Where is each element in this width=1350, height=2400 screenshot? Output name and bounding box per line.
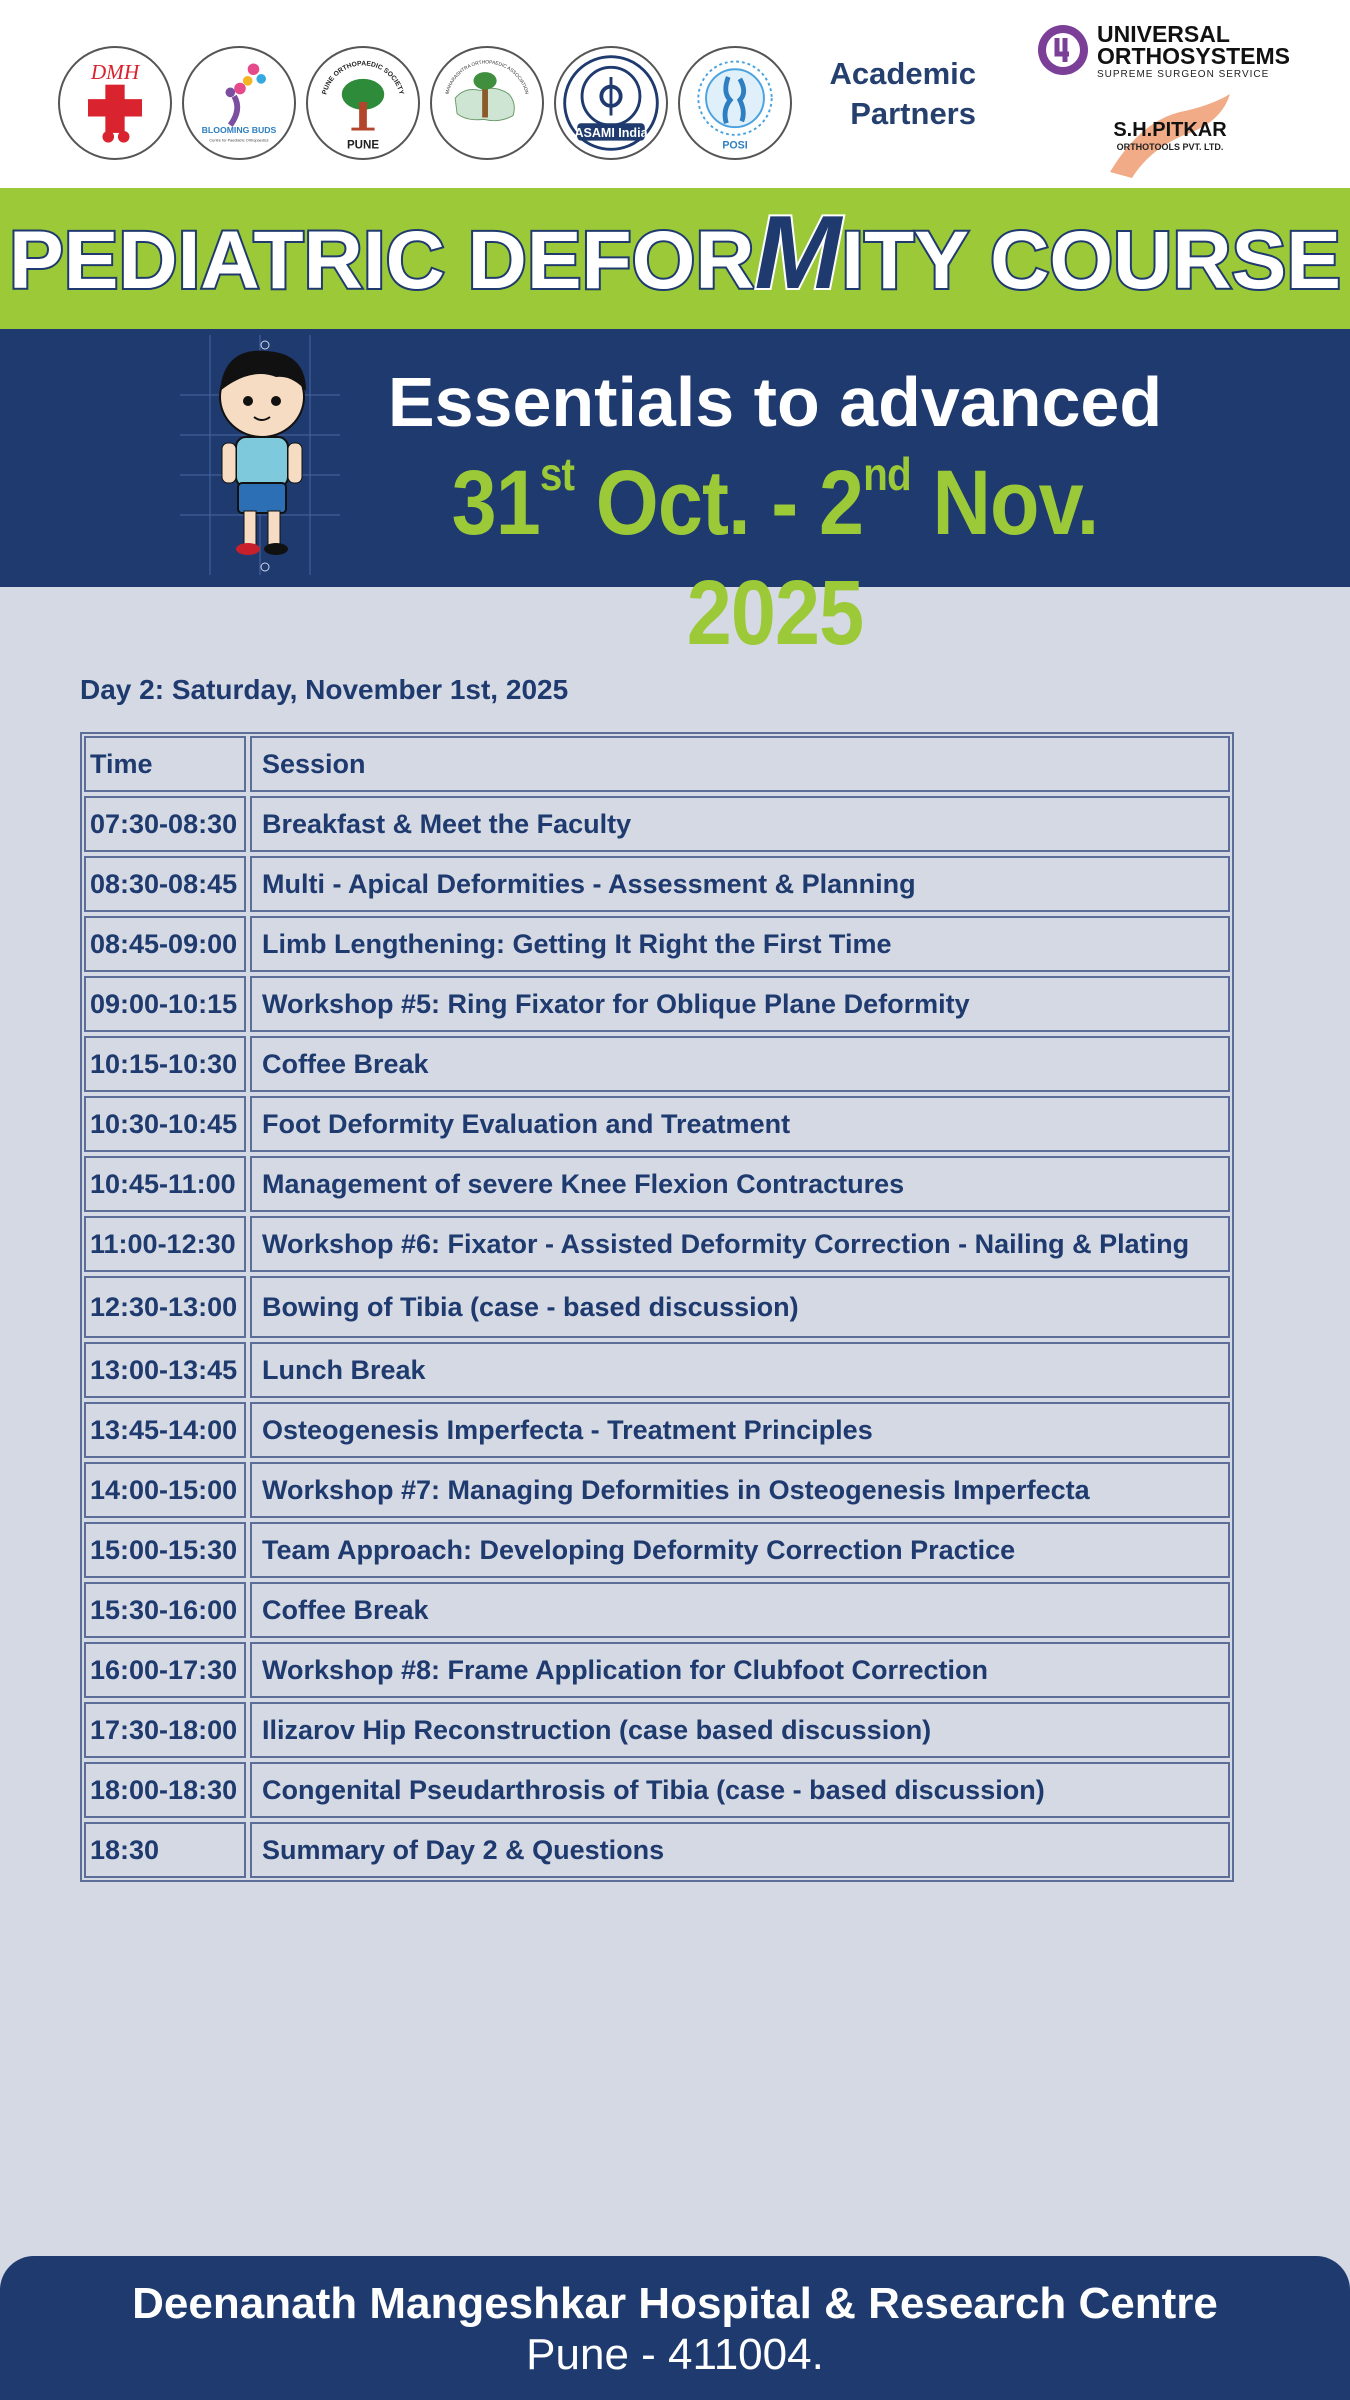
asami-text: ASAMI India [574,125,648,140]
row-time: 15:00-15:30 [84,1522,246,1578]
row-time: 09:00-10:15 [84,976,246,1032]
table-row [84,976,1230,1032]
row-time: 10:45-11:00 [84,1156,246,1212]
pune-orthopaedic-society-logo [306,46,420,160]
row-session: Lunch Break [250,1342,1230,1398]
row-session: Team Approach: Developing Deformity Correction Practice [250,1522,1230,1578]
row-session: Coffee Break [250,1036,1230,1092]
table-row [84,1096,1230,1152]
row-session: Osteogenesis Imperfecta - Treatment Principles [250,1402,1230,1458]
row-session: Multi - Apical Deformities - Assessment & Planning [250,856,1230,912]
hospital-city: Pune - 411004. [526,2330,824,2379]
row-session: Bowing of Tibia (case - based discussion) [250,1276,1230,1338]
row-session: Workshop #7: Managing Deformities in Osteogenesis Imperfecta [250,1462,1230,1518]
date-start-rest: Oct. - 2 [574,452,864,554]
table-row [84,1642,1230,1698]
row-time: 17:30-18:00 [84,1702,246,1758]
table-row [84,1156,1230,1212]
table-row [84,1762,1230,1818]
blooming-buds-subtext: Centre for Paediatric Orthopaedics [209,138,269,143]
tagline: Essentials to advanced [387,363,1163,441]
row-session: Congenital Pseudarthrosis of Tibia (case - based discussion) [250,1762,1230,1818]
row-time: 16:00-17:30 [84,1642,246,1698]
blooming-buds-logo [182,46,296,160]
row-time: 12:30-13:00 [84,1276,246,1338]
header [0,0,1350,188]
sh-line1: S.H.PITKAR [1113,119,1227,141]
row-time: 13:45-14:00 [84,1402,246,1458]
maharashtra-orthopaedic-association-logo [430,46,544,160]
row-time: 11:00-12:30 [84,1216,246,1272]
course-dates [410,448,1140,668]
row-session: Limb Lengthening: Getting It Right the First Time [250,916,1230,972]
sh-pitkar-logo [1100,92,1240,180]
table-row [84,1036,1230,1092]
posi-text: POSI [722,139,748,152]
table-row [84,916,1230,972]
header-session: Session [250,736,1230,792]
child-illustration [180,335,340,575]
asami-india-logo [554,46,668,160]
date-end-rest: Nov. 2025 [686,452,1099,664]
pos-arc-text: PUNE ORTHOPAEDIC SOCIETY [321,60,405,96]
row-time: 08:30-08:45 [84,856,246,912]
row-session: Workshop #6: Fixator - Assisted Deformity Correction - Nailing & Plating [250,1216,1230,1272]
header-time: Time [84,736,246,792]
table-row [84,1402,1230,1458]
posi-logo [678,46,792,160]
row-session: Coffee Break [250,1582,1230,1638]
dmh-logo-text: DMH [90,59,140,84]
footer [0,2256,1350,2400]
table-row [84,1342,1230,1398]
course-title-m: M [754,195,842,311]
row-time: 07:30-08:30 [84,796,246,852]
course-title-right: ITY COURSE [841,215,1341,306]
sh-line2: ORTHOTOOLS PVT. LTD. [1116,142,1224,152]
row-time: 10:30-10:45 [84,1096,246,1152]
hospital-name: Deenanath Mangeshkar Hospital & Research Centre [132,2279,1218,2328]
row-time: 14:00-15:00 [84,1462,246,1518]
uo-line1: UNIVERSAL [1097,21,1230,47]
table-row [84,1276,1230,1338]
course-title-left: PEDIATRIC DEFOR [9,215,755,306]
row-session: Workshop #8: Frame Application for Clubfoot Correction [250,1642,1230,1698]
row-time: 10:15-10:30 [84,1036,246,1092]
course-title-band [0,188,1350,329]
row-session: Management of severe Knee Flexion Contractures [250,1156,1230,1212]
day-title: Day 2: Saturday, November 1st, 2025 [80,674,569,705]
uo-line2: ORTHOSYSTEMS [1097,43,1290,69]
table-row [84,796,1230,852]
row-time: 13:00-13:45 [84,1342,246,1398]
pos-subtext: PUNE [346,139,380,152]
table-header-row [84,736,1230,792]
date-start-day: 31 [451,452,540,554]
table-row [84,1822,1230,1878]
table-row [84,1522,1230,1578]
table-row [84,856,1230,912]
row-session: Ilizarov Hip Reconstruction (case based discussion) [250,1702,1230,1758]
row-time: 18:00-18:30 [84,1762,246,1818]
schedule-table [80,732,1234,1882]
universal-orthosystems-logo [1035,20,1305,82]
blooming-buds-text: BLOOMING BUDS [201,124,277,135]
table-row [84,1582,1230,1638]
academic-partners-line1: Academic [829,56,976,91]
date-start-suffix: st [539,448,575,500]
course-title [9,195,1341,311]
uo-line3: SUPREME SURGEON SERVICE [1097,69,1270,80]
row-session: Summary of Day 2 & Questions [250,1822,1230,1878]
academic-partners-line2: Partners [850,96,976,131]
table-row [84,1702,1230,1758]
row-session: Breakfast & Meet the Faculty [250,796,1230,852]
row-time: 15:30-16:00 [84,1582,246,1638]
row-session: Foot Deformity Evaluation and Treatment [250,1096,1230,1152]
row-time: 18:30 [84,1822,246,1878]
date-end-suffix: nd [863,448,911,500]
table-row [84,1216,1230,1272]
moa-arc-text: MAHARASHTRA ORTHOPAEDIC ASSOCIATION [445,60,529,95]
academic-partners-label [800,54,976,134]
table-row [84,1462,1230,1518]
dmh-logo [58,46,172,160]
row-time: 08:45-09:00 [84,916,246,972]
row-session: Workshop #5: Ring Fixator for Oblique Plane Deformity [250,976,1230,1032]
